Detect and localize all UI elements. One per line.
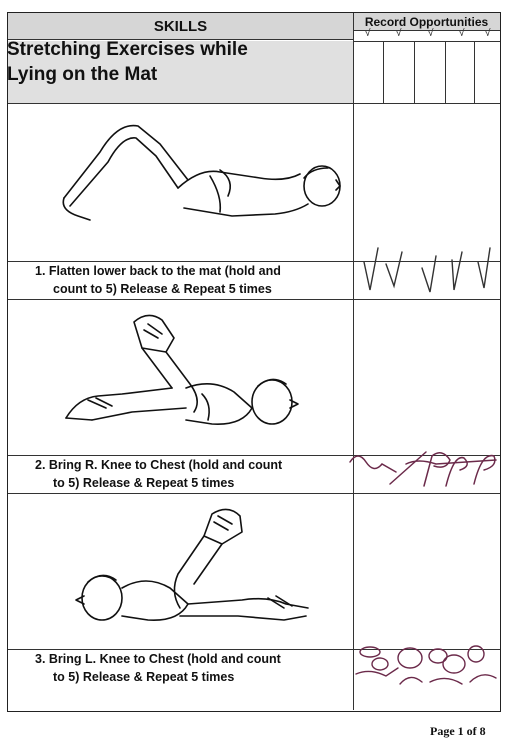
grid-divider	[353, 13, 354, 710]
tick-mark: √	[459, 28, 465, 39]
handwritten-checkmarks-row-1	[356, 242, 502, 302]
grid-divider	[8, 103, 500, 104]
handwritten-marks-row-2	[346, 444, 502, 494]
record-opportunities-header: Record Opportunities	[353, 13, 500, 30]
exercise-step-1: 1. Flatten lower back to the mat (hold and count to 5) Release & Repeat 5 times	[35, 264, 281, 296]
section-title-line: Lying on the Mat	[7, 64, 158, 85]
grid-divider	[414, 41, 415, 103]
exercise-step-2: 2. Bring R. Knee to Chest (hold and count to 5) Release & Repeat 5 times	[35, 458, 283, 490]
section-title	[7, 37, 337, 87]
grid-divider	[383, 41, 384, 103]
tick-mark: √	[396, 28, 402, 39]
skills-header: SKILLS	[8, 13, 353, 39]
exercise-step-3: 3. Bring L. Knee to Chest (hold and count to 5) Release & Repeat 5 times	[35, 652, 281, 684]
handwritten-marks-row-3	[350, 638, 502, 698]
grid-divider	[353, 30, 500, 31]
grid-divider	[353, 41, 500, 42]
tick-mark: √	[485, 28, 491, 39]
right-knee-to-chest-illustration	[62, 308, 312, 436]
tick-mark: √	[365, 28, 371, 39]
tick-mark: √	[428, 28, 434, 39]
person-lying-knees-bent-illustration	[60, 112, 350, 230]
tick-marks-row	[353, 30, 500, 41]
left-knee-to-chest-illustration	[62, 504, 312, 632]
page-number: Page 1 of 8	[430, 724, 486, 738]
section-title-line: Stretching Exercises while	[7, 39, 248, 60]
grid-divider	[445, 41, 446, 103]
grid-divider	[474, 41, 475, 103]
